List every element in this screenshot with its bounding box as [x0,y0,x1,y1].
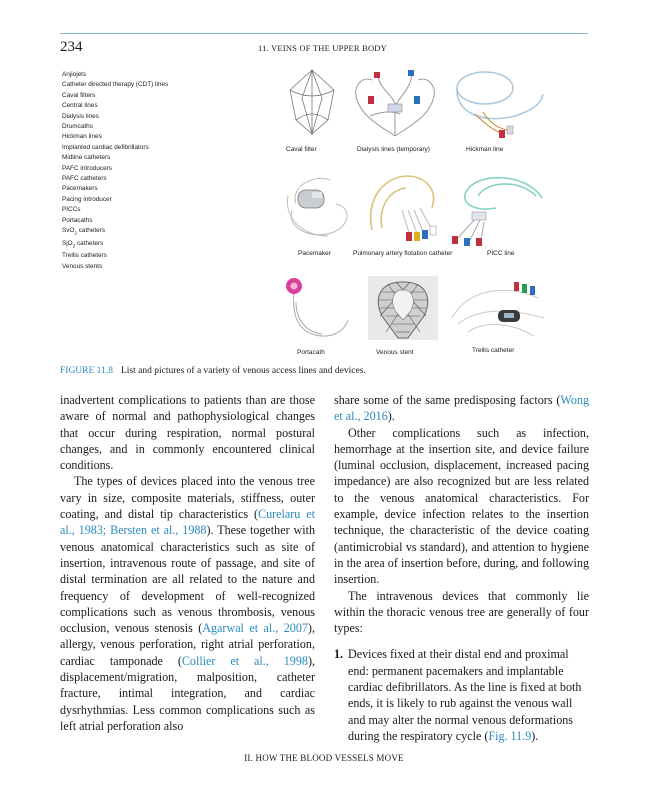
device-list [62,70,168,272]
pacemaker-image [284,170,354,242]
paragraph: The intravenous devices that commonly lie within the thoracic venous tree are generally of four types: [334,588,589,636]
panel-label-portacath: Portacath [297,349,325,356]
device-list-item: Anjiojets [62,71,87,78]
device-list-item: Catheter directed therapy (CDT) lines [62,81,169,89]
device-list-item: Pacing introducer [62,195,112,203]
page-number: 234 [60,39,83,55]
citation-link[interactable]: Curelaru et al., 1983; Bersten et al., 1988 [60,507,316,538]
paragraph: share some of the same predisposing factors (Wong et al., 2016). [334,393,589,424]
panel-label-picc-line: PICC line [487,250,515,257]
portacath-image [282,272,352,344]
left-column [60,392,315,734]
paragraph: inadvertent complications to patients than are those aware of normal and pathophysiological changes that occur during respiration, normal postural changes, and in commonly encountered clinical conditions. [60,393,315,473]
device-list-item: Central lines [62,102,98,110]
page-footer: II. HOW THE BLOOD VESSELS MOVE [244,753,404,763]
figure-link[interactable]: Fig. 11.9 [488,728,532,743]
list-text: Devices fixed at their distal end and proximal end: permanent pacemakers and implantable cardiac defibrillators. As the line is fixed at both ends, it is likely to rub against the venous wall and may alter the normal venous deformations during the respiratory cycle (Fig. 11.9). [348,647,582,743]
running-head: 11. VEINS OF THE UPPER BODY [258,43,387,53]
list-number: 1. [334,647,344,662]
device-list-item: Hickman lines [62,133,102,141]
figure-label: FIGURE 11.8 [60,366,113,376]
picc-line-image [446,168,546,248]
panel-label-venous-stent: Venous stent [376,349,414,356]
citation-link[interactable]: Agarwal et al., 2007 [202,621,308,636]
paragraph: Other complications such as infection, hemorrhage at the insertion site, and device failure (luminal occlusion, displacement, increased pacing impedance) are also recognized but are less related to the venous anatomical characteristics. For example, device infection relates to the insertion technique, the characteristic of the device coating (antimicrobial vs standard), and attention to hygiene in the area of insertion before, during, and following insertion. [334,425,589,587]
device-list-item: Midline catheters [62,154,111,162]
figure-caption-text: List and pictures of a variety of venous access lines and devices. [120,366,366,376]
device-list-item: SjO$_2$ catheters [62,239,104,249]
device-list-item: SvO$_2$ catheters [62,227,106,236]
citation-link[interactable]: Collier et al., 1998 [181,653,308,668]
device-list-item: Pacemakers [62,185,98,193]
paragraph: The types of devices placed into the venous tree vary in size, composite materials, stiffness, outer coating, and distal tip characteristics (Curelaru et al., 1983; Bersten et al., 1988). These together with venous anatomical characteristics such as site of insertion, intravenous route of passage, and site of distal termination are all related to the nature and frequency of development of well-recognized complications such as venous thrombosis, venous occlusion, venous stenosis (Agarwal et al., 2007), allergy, venous perforation, right atrial perforation, cardiac tamponade (Collier et al., 1998), displacement/migration, malposition, catheter fracture, intimal integration, and cardiac dysrhythmias. Less common complications such as left atrial perforation also [60,474,316,733]
device-list-item: PICCs [62,206,81,214]
caval-filter-image [282,68,342,138]
device-list-item: Trellis catheters [62,252,107,260]
device-list-item: Dialysis lines [62,112,99,120]
device-list-item: Venous stents [62,262,103,270]
hickman-line-image [445,64,545,142]
device-list-item: Portacaths [62,216,93,224]
device-list-item: Drumcaths [62,123,93,131]
panel-label-pulmonary-catheter: Pulmonary artery flotation catheter [353,250,453,257]
panel-label-hickman-line: Hickman line [466,146,504,153]
right-column [334,392,589,744]
figure-caption [60,366,366,376]
panel-label-caval-filter: Caval filter [286,146,317,153]
device-list-item: PAFC introducers [62,164,112,172]
citation-link[interactable]: Wong et al., 2016 [334,393,589,424]
panel-label-dialysis-lines: Dialysis lines (temporary) [357,146,430,153]
panel-label-trellis-catheter: Trellis catheter [472,347,515,354]
device-list-item: Caval filters [62,91,96,99]
trellis-catheter-image [448,278,548,340]
venous-stent-image [368,276,438,340]
dialysis-lines-image [350,66,440,142]
device-list-item: Implanted cardiac defibrillators [62,143,149,151]
pulmonary-catheter-image [362,170,452,246]
header-rule [60,33,588,34]
panel-label-pacemaker: Pacemaker [298,250,331,257]
list-item [334,646,589,744]
device-list-item: PAFC catheters [62,175,107,183]
